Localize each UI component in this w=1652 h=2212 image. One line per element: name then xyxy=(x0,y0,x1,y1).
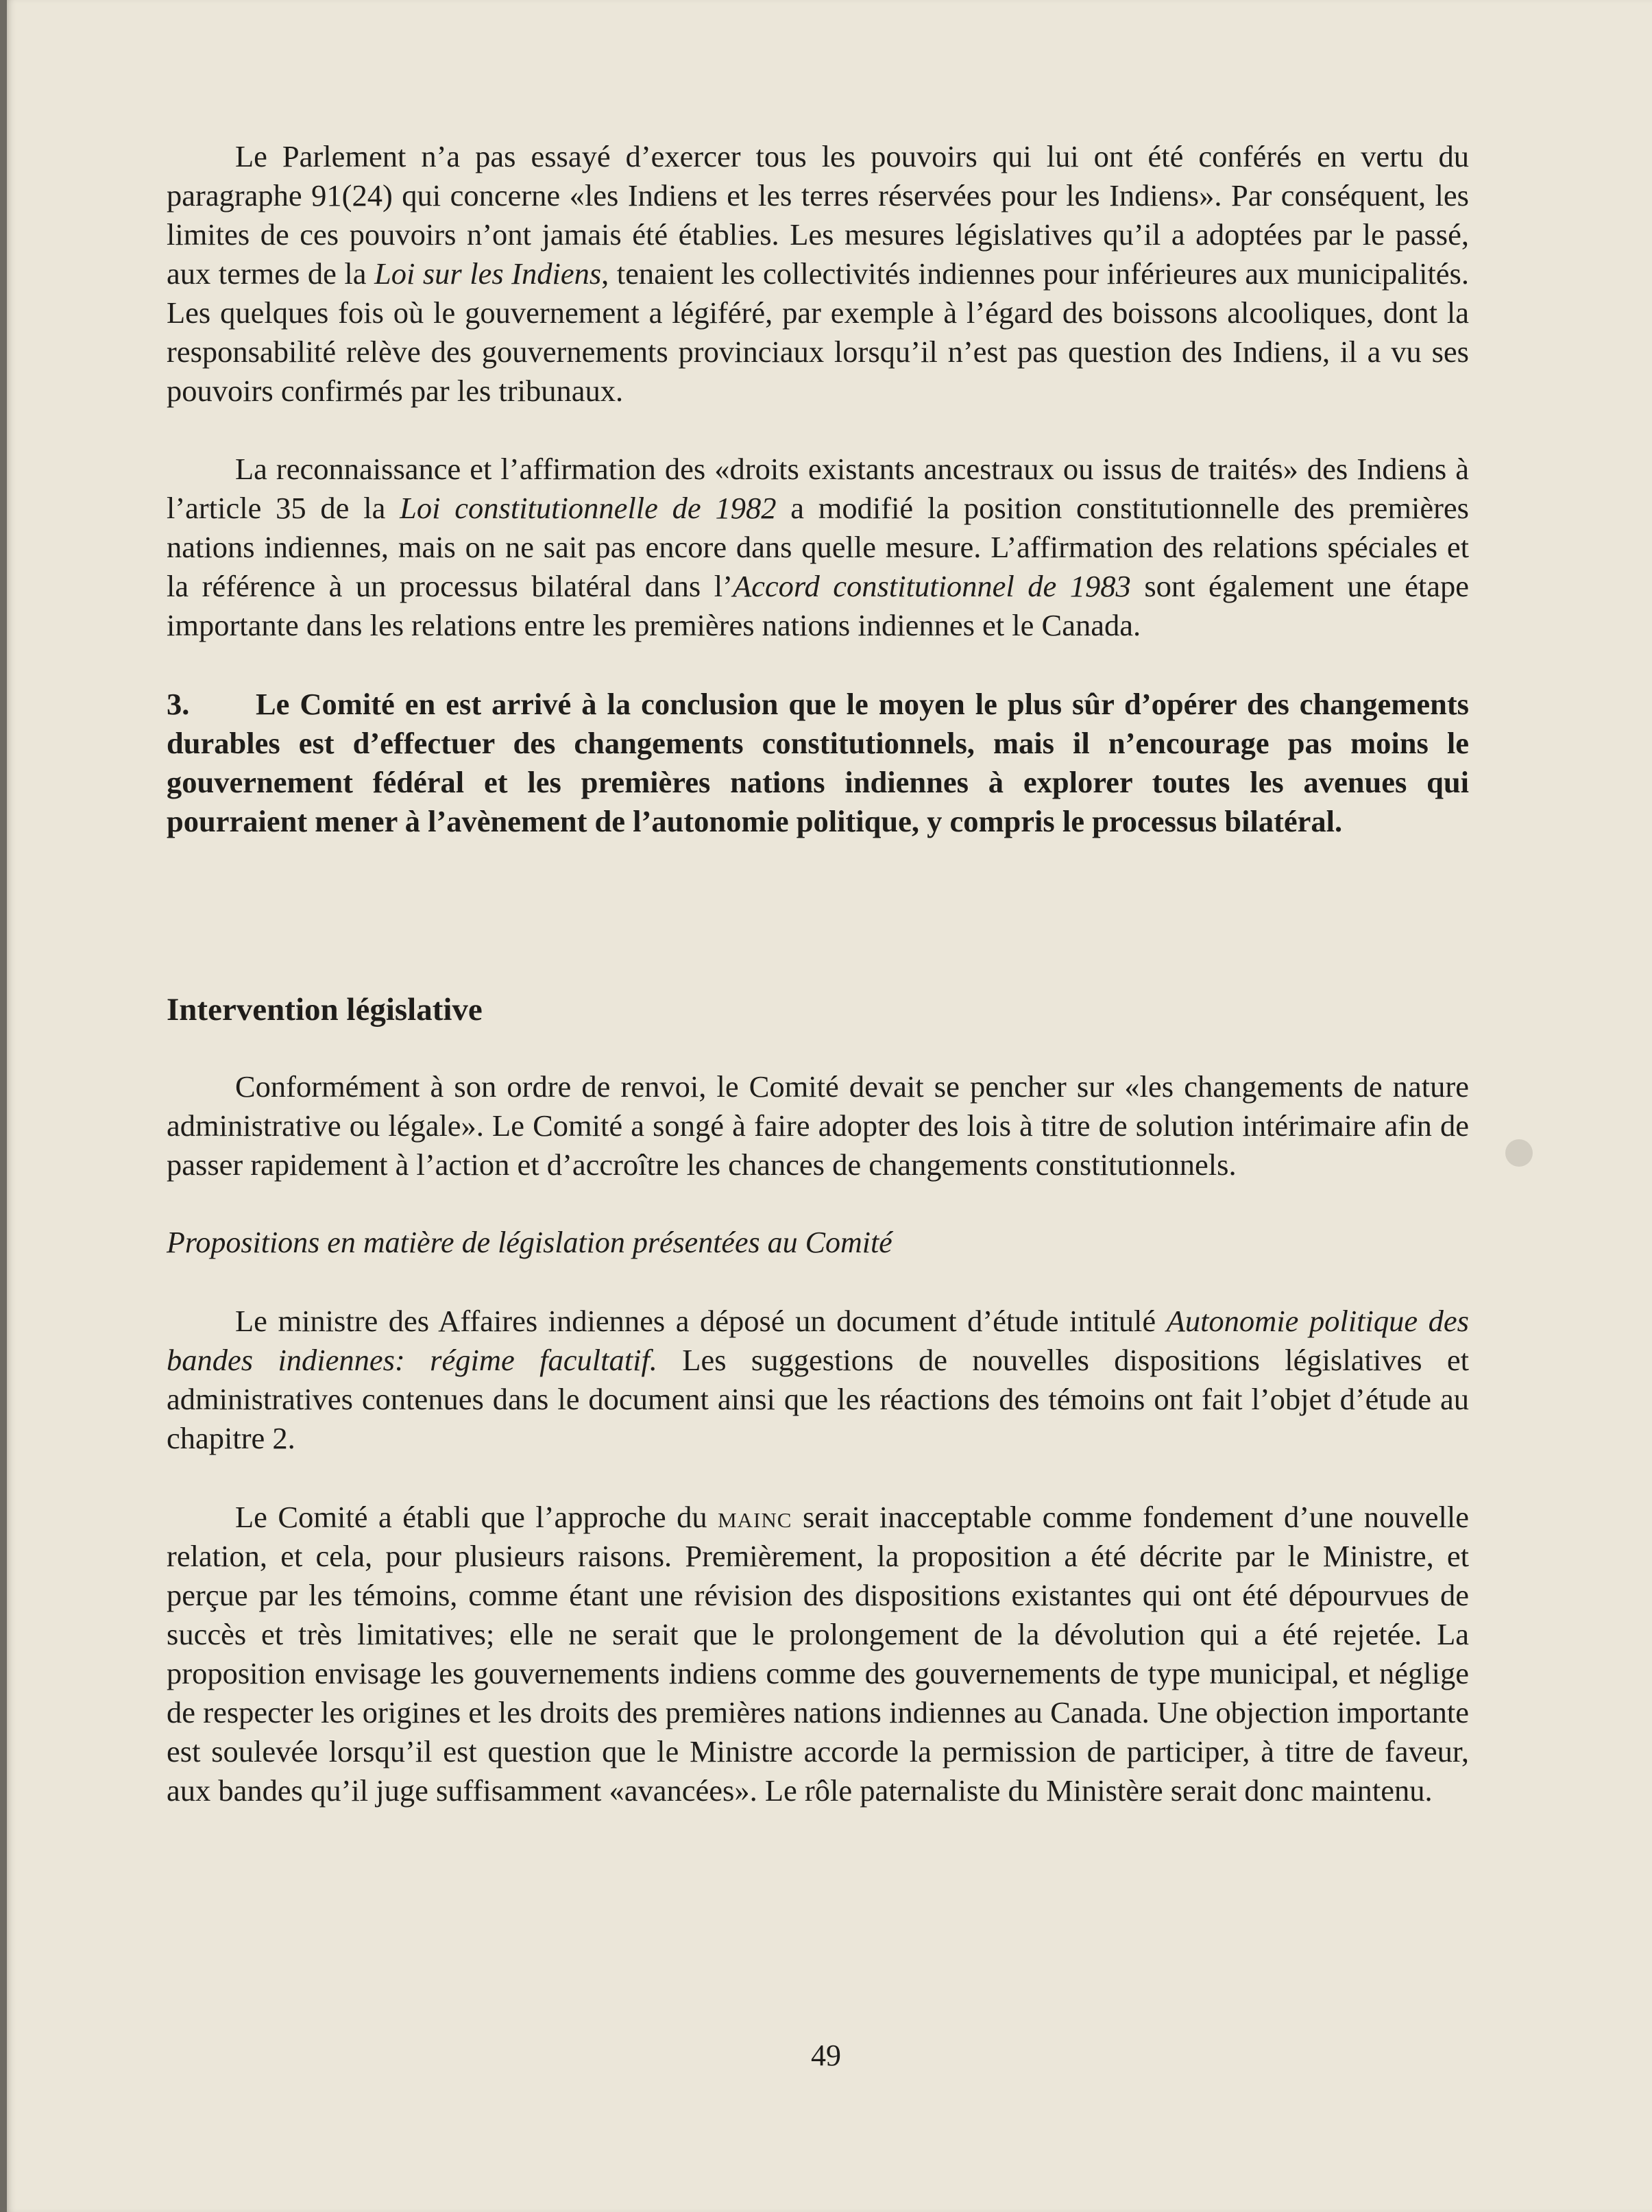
paragraph-2-italic-law: Loi constitutionnelle de 1982 xyxy=(400,491,777,525)
paragraph-parliament-powers xyxy=(167,137,1469,411)
paragraph-2-text-c: sont également une étape importante dans les relations entre les premières nations indiennes et le Canada. xyxy=(167,569,1469,642)
page-edge-shadow xyxy=(0,0,7,2212)
recommendation-text: Le Comité en est arrivé à la conclusion que le moyen le plus sûr d’opérer des changements durables est d’effectuer des changements constitutionnels, mais il n’encourage pas moins le gouvernement fédéral et les premières nations indiennes à explorer toutes les avenues qui pourraient mener à l’avènement de l’autonomie politique, y compris le processus bilatéral. xyxy=(167,687,1469,838)
paragraph-5-italic-title: Autonomie politique des bandes indiennes: régime facultatif. xyxy=(167,1304,1469,1377)
paragraph-6-acronym: mainc xyxy=(718,1500,792,1534)
paragraph-2-italic-accord: Accord constitutionnel de 1983 xyxy=(732,569,1131,603)
paragraph-2-text-a: La reconnaissance et l’affirmation des «droits existants ancestraux ou issus de traités» des Indiens à l’article 35 de la xyxy=(167,452,1469,525)
paragraph-minister-document xyxy=(167,1302,1469,1458)
paragraph-1-text-a: Le Parlement n’a pas essayé d’exercer tous les pouvoirs qui lui ont été conférés en vertu du paragraphe 91(24) qui concerne «les Indiens et les terres réservées pour les Indiens». Par conséquent, les limites de ces pouvoirs n’ont jamais été établies. Les mesures législatives qu’il a adoptées par le passé, aux termes de la xyxy=(167,139,1469,291)
subsection-heading: Propositions en matière de législation présentées au Comité xyxy=(167,1226,892,1259)
paragraph-6-text-a: Le Comité a établi que l’approche du xyxy=(235,1500,718,1534)
page-number: 49 xyxy=(811,2039,841,2072)
paragraph-1-italic-title: Loi sur les Indiens xyxy=(374,256,602,291)
paragraph-2-text-b: a modifié la position constitutionnelle des premières nations indiennes, mais on ne sait pas encore dans quelle mesure. L’affirmation des relations spéciales et la référence à un processus bilatéral dans l’ xyxy=(167,491,1470,603)
paragraph-committee-findings xyxy=(167,1498,1469,1810)
paragraph-1-text-b: , tenaient les collectivités indiennes pour inférieures aux municipalités. Les quelques fois où le gouvernement a légiféré, par exemple à l’égard des boissons alcooliques, dont la responsabilité relève des gouvernements provinciaux lorsqu’il n’est pas question des Indiens, il a vu ses pouvoirs confirmés par les tribunaux. xyxy=(167,256,1470,408)
recommendation-number: 3. xyxy=(167,687,190,721)
paragraph-6-text-b: serait inacceptable comme fondement d’une nouvelle relation, et cela, pour plusieurs raisons. Premièrement, la proposition a été décrite par le Ministre, et perçue par les témoins, comme étant une révision des dispositions existantes qui ont été dépourvues de succès et très limitatives; elle ne serait que le prolongement de la dévolution qui a été rejetée. La proposition envisage les gouvernements indiens comme des gouvernements de type municipal, et néglige de respecter les origines et les droits des premières nations indiennes au Canada. Une objection importante est soulevée lorsqu’il est question que le Ministre accorde la permission de participer, à titre de faveur, aux bandes qu’il juge suffisamment «avancées». Le rôle paternaliste du Ministère serait donc maintenu. xyxy=(167,1500,1470,1808)
paragraph-order-of-reference: Conformément à son ordre de renvoi, le Comité devait se pencher sur «les changements de nature administrative ou légale». Le Comité a songé à faire adopter des lois à titre de solution intérimaire afin de passer rapidement à l’action et d’accroître les chances de changements constitutionnels. xyxy=(167,1069,1469,1182)
page-content xyxy=(167,137,1469,1810)
section-heading: Intervention législative xyxy=(167,992,483,1028)
paragraph-5-text-b: Les suggestions de nouvelles dispositions législatives et administratives contenues dans le document ainsi que les réactions des témoins ont fait l’objet d’étude au chapitre 2. xyxy=(167,1343,1469,1455)
paper-smudge xyxy=(1505,1139,1533,1167)
recommendation-3 xyxy=(167,685,1469,841)
paragraph-recognition-rights xyxy=(167,450,1469,645)
paragraph-5-text-a: Le ministre des Affaires indiennes a déposé un document d’étude intitulé xyxy=(235,1304,1167,1338)
